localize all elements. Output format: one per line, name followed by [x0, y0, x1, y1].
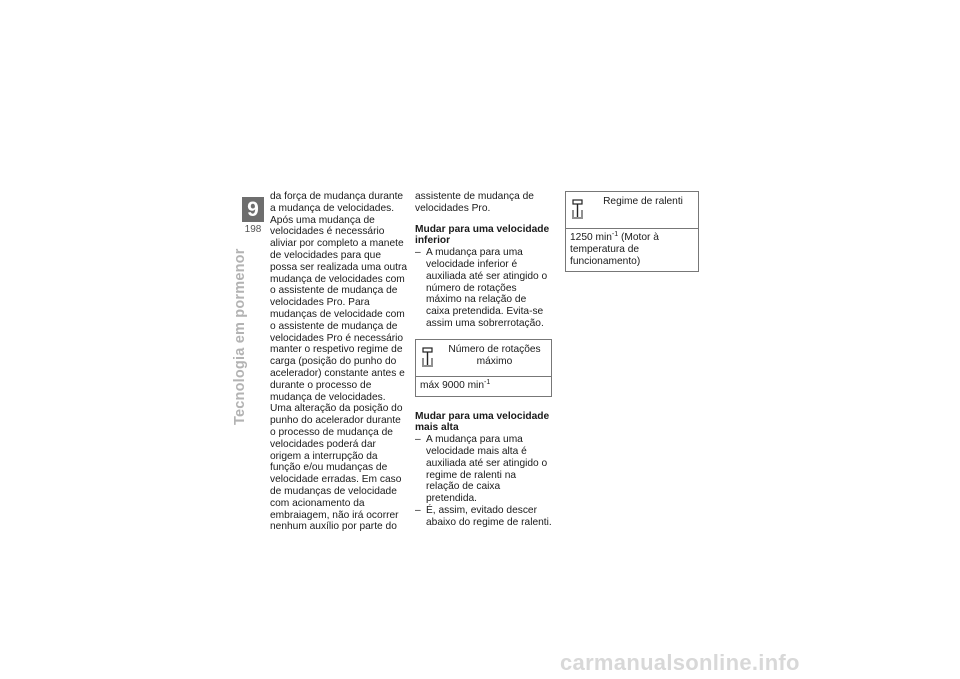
column-2 [415, 191, 552, 529]
idle-value [566, 228, 698, 271]
column-1-text: da força de mudança durante a mudança de velocidades. Após uma mudança de velocidades é necessário aliviar por completo a manete de velocidades para que possa ser realizada uma outra mudança de velocidades com o assistente de mudança de velocidades Pro. Para mudanças de velocidade com o assistente de mudança de velocidades Pro é necessário manter o respetivo regime de carga (posição do punho do acelerador) constante antes e durante o processo de mudança de velocidades. Uma alteração da posição do punho do acelerador durante o processo de mudança de velocidades poderá dar origem a interrupção da função e/ou mudanças de velocidade erradas. Em caso de mudanças de velocidade com acionamento da embraiagem, não irá ocorrer nenhum auxílio por parte do [270, 191, 408, 533]
chapter-number: 9 [242, 197, 264, 222]
chapter-title-text: Tecnologia em pormenor [232, 248, 248, 425]
spec-wrench-icon [420, 344, 442, 372]
heading-upshift: Mudar para uma velocidade mais alta [415, 410, 550, 434]
list-item: – A mudança para uma velocidade mais alta é auxiliada até ser atingido o regime de ralenti na relação de caixa pretendida. [415, 434, 552, 505]
column-3 [565, 191, 699, 272]
idle-label: Regime de ralenti [603, 196, 683, 207]
max-rpm-number: máx 9000 min [420, 379, 484, 391]
downshift-list [415, 247, 552, 330]
column-1 [270, 191, 408, 533]
column-2-intro: assistente de mudança de velocidades Pro. [415, 191, 534, 214]
idle-number: 1250 min [570, 232, 612, 243]
idle-spec-box [565, 191, 699, 272]
max-rpm-spec-box [415, 339, 552, 397]
max-rpm-exponent: -1 [484, 378, 491, 386]
list-item: – É, assim, evitado descer abaixo do regime de ralenti. [415, 505, 552, 529]
page-number: 198 [244, 224, 262, 235]
list-item: – A mudança para uma velocidade inferior é auxiliada até ser atingido o número de rotações máximo na relação de caixa pretendida. Evita-se assim uma sobrerrotação. [415, 247, 552, 330]
max-rpm-value [416, 376, 551, 396]
idle-note: (Motor à temperatura de funcionamento) [570, 232, 659, 267]
watermark: carmanualsonline.info [560, 650, 800, 675]
upshift-list [415, 434, 552, 528]
spec-wrench-icon [570, 196, 592, 224]
idle-exponent: -1 [611, 231, 619, 238]
heading-downshift: Mudar para uma velocidade inferior [415, 223, 550, 247]
max-rpm-label: Número de rotações máximo [448, 343, 541, 367]
